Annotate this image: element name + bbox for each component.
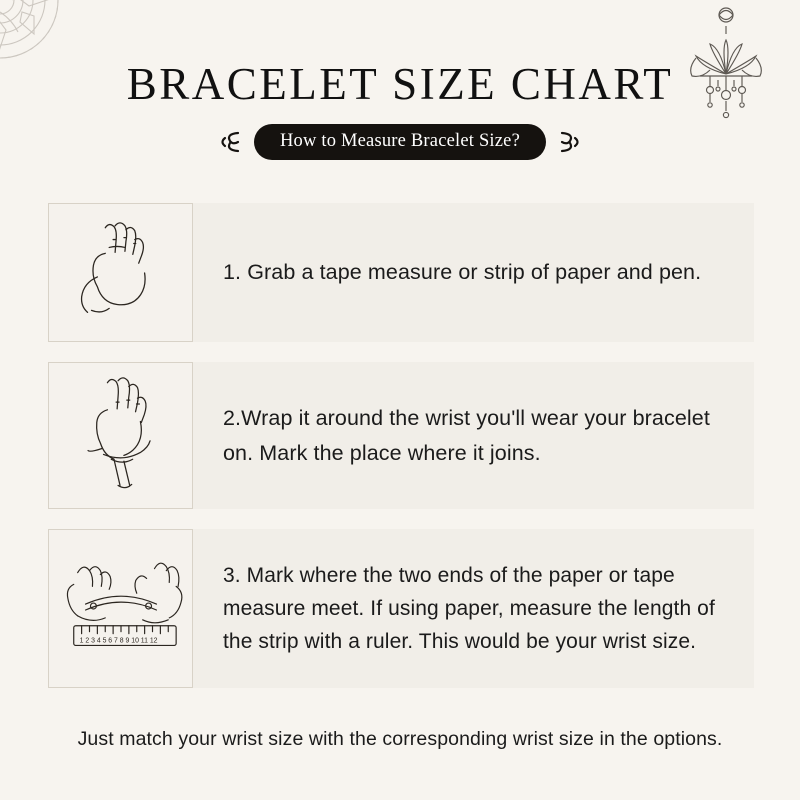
step-text: 2.Wrap it around the wrist you'll wear your bracelet on. Mark the place where it joins. <box>223 405 710 465</box>
step-item <box>48 362 754 509</box>
hands-measuring-strip-with-ruler-illustration <box>48 529 193 688</box>
footer-note: Just match your wrist size with the corresponding wrist size in the options. <box>77 728 723 750</box>
step-text: 3. Mark where the two ends of the paper or tape measure meet. If using paper, measure the length of the strip with a ruler. This would be your wrist size. <box>223 563 715 654</box>
hand-fist-with-tape-illustration <box>48 203 193 342</box>
steps-list <box>48 203 754 708</box>
step-item <box>48 529 754 688</box>
page-title: BRACELET SIZE CHART <box>126 59 674 109</box>
swirl-flourish-right <box>556 129 582 155</box>
svg-text:1 2 3 4 5 6 7 8 9 10 11 12: 1 2 3 4 5 6 7 8 9 10 11 12 <box>79 636 158 644</box>
swirl-flourish-left <box>218 129 244 155</box>
hand-with-tape-around-wrist-illustration <box>48 362 193 509</box>
step-item <box>48 203 754 342</box>
subtitle-pill: How to Measure Bracelet Size? <box>254 124 546 160</box>
step-text: 1. Grab a tape measure or strip of paper and pen. <box>223 260 702 285</box>
subtitle-row <box>0 124 800 160</box>
